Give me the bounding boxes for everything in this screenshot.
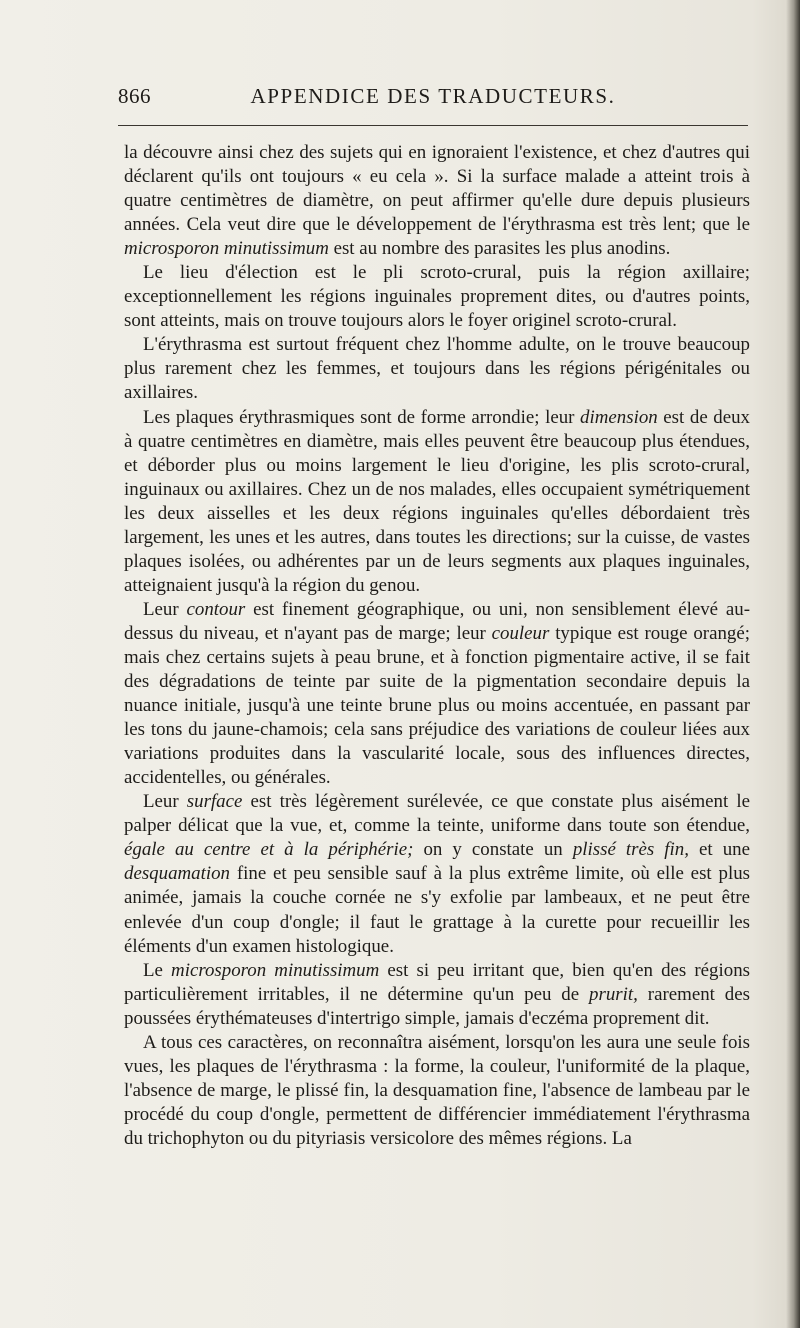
text-run: Leur — [143, 791, 187, 813]
text-run: typique est rouge orangé; mais chez certains sujets à peau brune, et à fonction pigmentaire active, il se fait des dégradations de teinte par suite de la pigmentation secondaire depuis la nuance initiale, jusqu'à une teinte brune plus ou moins accentuée, en passant par les tons du jaune-chamois; cela sans préjudice des variations de couleur liées aux variations produites dans la vascularité locale, sous des influences directes, accidentelles, ou générales. — [124, 622, 750, 789]
page-header — [118, 84, 748, 114]
italic-term: dimension — [580, 406, 658, 428]
paragraph — [124, 1031, 750, 1151]
header-rule — [118, 125, 748, 126]
text-run: la découvre ainsi chez des sujets qui en ignoraient l'existence, et chez d'autres qui déclarent qu'ils ont toujours « eu cela ». Si la surface malade a atteint trois à quatre centimètres de diamètre, on peut affirmer qu'elle dure depuis plusieurs années. Cela veut dire que le développement de l'érythrasma est très lent; que le — [124, 142, 750, 236]
paragraph — [124, 598, 750, 790]
italic-term: couleur — [491, 622, 550, 644]
text-run: est au nombre des parasites les plus anodins. — [328, 238, 671, 260]
italic-term: microsporon minutissimum — [124, 238, 329, 260]
italic-term: microsporon minutissimum — [171, 959, 380, 981]
text-run: est si peu irritant que, bien qu'en des régions particulièrement irritables, il ne détermine qu'un peu de — [124, 959, 750, 1005]
paragraph — [124, 959, 750, 1031]
italic-term: desquamation — [124, 863, 230, 885]
italic-term: égale au centre et à la périphérie; — [124, 839, 414, 861]
text-run: Leur — [143, 598, 187, 620]
italic-term: prurit, — [589, 983, 638, 1005]
text-run: fine et peu sensible sauf à la plus extrême limite, où elle est plus animée, jamais la couche cornée ne s'y exfolie par lambeaux, et ne peut être enlevée d'un coup d'ongle; il faut le grattage à la curette pour recueillir les éléments d'un examen histologique. — [124, 863, 750, 957]
italic-term: plissé très fin, — [572, 839, 689, 861]
text-run: est de deux à quatre centimètres en diamètre, mais elles peuvent être beaucoup plus étendues, et déborder plus ou moins largement le lieu d'origine, les plis scroto-crural, inguinaux ou axillaires. Chez un de nos malades, elles occupaient symétriquement les deux aisselles et les deux régions inguinales qu'elles débordaient très largement, les unes et les autres, dans toutes les directions; sur la cuisse, de vastes plaques isolées, ou adhérentes par un de leurs segments aux plaques inguinales, atteignaient jusqu'à la région du genou. — [124, 406, 751, 596]
page-edge-shadow — [786, 0, 800, 1328]
text-run: A tous ces caractères, on reconnaîtra aisément, lorsqu'on les aura une seule fois vues, les plaques de l'érythrasma : la forme, la couleur, l'uniformité de la plaque, l'absence de marge, le plissé fin, la desquamation fine, l'absence de lambeau par le procédé du coup d'ongle, permettent de différencier immédiatement l'érythrasma du trichophyton ou du pityriasis versicolore des mêmes régions. La — [124, 1031, 750, 1149]
text-run: est très légèrement surélevée, ce que constate plus aisément le palper délicat que la vue, et, comme la teinte, uniforme dans toute son étendue, — [124, 791, 750, 837]
text-run: Les plaques érythrasmiques sont de forme arrondie; leur — [143, 406, 581, 428]
italic-term: contour — [186, 598, 246, 620]
paragraph — [124, 333, 750, 405]
text-run: rarement des poussées érythémateuses d'intertrigo simple, jamais d'eczéma proprement dit. — [124, 983, 750, 1029]
text-run: et une — [688, 839, 751, 861]
paragraph — [124, 141, 750, 261]
text-run: on y constate un — [413, 839, 573, 861]
paragraph — [124, 261, 750, 333]
text-run: est finement géographique, ou uni, non sensiblement élevé au-dessus du niveau, et n'ayant pas de marge; leur — [124, 598, 750, 644]
italic-term: surface — [186, 791, 243, 813]
text-run: Le — [143, 959, 172, 981]
text-run: Le lieu d'élection est le pli scroto-crural, puis la région axillaire; exceptionnellement les régions inguinales proprement dites, ou d'autres points, sont atteints, mais on trouve toujours alors le foyer originel scroto-crural. — [124, 262, 750, 332]
page-number: 866 — [118, 84, 151, 108]
paragraph — [124, 406, 750, 598]
running-title: APPENDICE DES TRADUCTEURS. — [250, 84, 616, 108]
text-run: L'érythrasma est surtout fréquent chez l'homme adulte, on le trouve beaucoup plus rarement chez les femmes, et toujours dans les régions périgénitales ou axillaires. — [124, 334, 750, 404]
body-text — [124, 141, 750, 1151]
paragraph — [124, 790, 750, 958]
